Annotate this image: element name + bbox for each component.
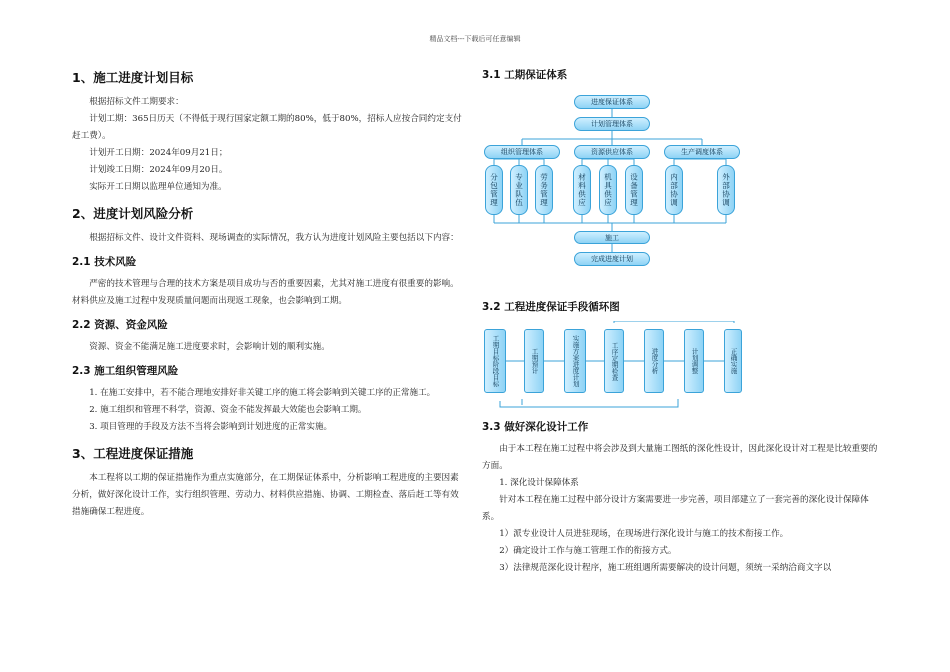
page-header: 精品文档---下载后可任意编辑 bbox=[429, 35, 521, 43]
list-item: 2）确定设计工作与施工管理工作的衔接方式。 bbox=[499, 546, 677, 556]
list-item: 3）法律规范深化设计程序，施工班组遇所需要解决的设计问题，须统一采纳洽商文字以 bbox=[499, 563, 832, 573]
cycle-node: 实施方案进度计划 bbox=[564, 329, 586, 393]
paragraph: 实际开工日期以监理单位通知为准。 bbox=[89, 182, 227, 192]
section-title: 1、施工进度计划目标 bbox=[72, 70, 194, 85]
flow-node-item: 外部协调 bbox=[717, 165, 735, 215]
subsection-title: 2.2 资源、资金风险 bbox=[72, 319, 168, 331]
flow-node-item: 机具供应 bbox=[599, 165, 617, 215]
paragraph: 本工程将以工期的保证措施作为重点实施部分，在工期保证体系中，分析影响工程进度的主要因素分析，做好深化设计工作，实行组织管理、劳动力、材料供应措施、协调、工期检查、落后赶工等有效措施确保工程进度。 bbox=[72, 473, 459, 517]
flow-node-resource-system: 资源供应体系 bbox=[574, 145, 650, 159]
paragraph: 严密的技术管理与合理的技术方案是项目成功与否的重要因素，尤其对施工进度有很重要的影响。材料供应及施工过程中发现质量问题而出现返工现象，也会影响到工期。 bbox=[72, 279, 459, 306]
flow-node-plan-system: 计划管理体系 bbox=[574, 117, 650, 131]
flow-node-item: 劳务管理 bbox=[535, 165, 553, 215]
paragraph: 针对本工程在施工过程中部分设计方案需要进一步完善，项目部建立了一套完善的深化设计保障体系。 bbox=[482, 495, 869, 522]
list-item: 3. 项目管理的手段及方法不当将会影响到计划进度的正常实施。 bbox=[89, 422, 333, 432]
flow-node-org-system: 组织管理体系 bbox=[484, 145, 560, 159]
subsection-title: 2.1 技术风险 bbox=[72, 256, 137, 268]
paragraph: 资源、资金不能满足施工进度要求时，会影响计划的顺利实施。 bbox=[89, 342, 330, 352]
progress-cycle-diagram bbox=[482, 321, 742, 409]
paragraph: 根据招标文件、设计文件资料、现场调查的实际情况，我方认为进度计划风险主要包括以下内容： bbox=[89, 233, 459, 243]
paragraph: 计划工期：365日历天（不得低于现行国家定额工期的80%，低于80%，招标人应按合同约定支付赶工费）。 bbox=[72, 114, 462, 141]
section-title: 2、进度计划风险分析 bbox=[72, 206, 194, 221]
paragraph: 计划开工日期：2024年09月21日； bbox=[89, 148, 228, 158]
subsection-title: 3.3 做好深化设计工作 bbox=[482, 421, 589, 433]
left-column bbox=[72, 60, 467, 521]
subsection-title: 2.3 施工组织管理风险 bbox=[72, 365, 179, 377]
flow-node-complete-plan: 完成进度计划 bbox=[574, 252, 650, 266]
list-item: 2. 施工组织和管理不科学，资源、资金不能发挥最大效能也会影响工期。 bbox=[89, 405, 367, 415]
list-item: 1）派专业设计人员进驻现场，在现场进行深化设计与施工的技术衔接工作。 bbox=[499, 529, 789, 539]
subsection-title: 3.1 工期保证体系 bbox=[482, 69, 568, 81]
right-column bbox=[482, 60, 880, 577]
flow-node-item: 分包管理 bbox=[485, 165, 503, 215]
cycle-node: 进度分析 bbox=[644, 329, 664, 393]
flow-node-item: 内部协调 bbox=[665, 165, 683, 215]
paragraph: 由于本工程在施工过程中将会涉及到大量施工图纸的深化性设计，因此深化设计对工程是比较重要的方面。 bbox=[482, 444, 878, 471]
flow-node-item: 设备管理 bbox=[625, 165, 643, 215]
cycle-node: 正确实施 bbox=[724, 329, 742, 393]
flow-node-dispatch-system: 生产调度体系 bbox=[664, 145, 740, 159]
cycle-node: 工期目标阶段目标 bbox=[484, 329, 506, 393]
section-title: 3、工程进度保证措施 bbox=[72, 446, 194, 461]
flow-node-progress-system: 进度保证体系 bbox=[574, 95, 650, 109]
flow-node-construction: 施工 bbox=[574, 231, 650, 244]
cycle-node: 工期预计 bbox=[524, 329, 544, 393]
cycle-node: 计划调整 bbox=[684, 329, 704, 393]
schedule-guarantee-flowchart bbox=[482, 89, 742, 289]
subsection-title: 3.2 工程进度保证手段循环图 bbox=[482, 301, 620, 313]
flow-node-item: 专业队伍 bbox=[510, 165, 528, 215]
list-item: 1. 深化设计保障体系 bbox=[499, 478, 579, 488]
paragraph: 计划竣工日期：2024年09月20日。 bbox=[89, 165, 228, 175]
list-item: 1. 在施工安排中，若不能合理地安排好非关键工序的施工将会影响到关键工序的正常施工。 bbox=[89, 388, 436, 398]
paragraph: 根据招标文件工期要求： bbox=[89, 97, 184, 107]
cycle-node: 工序定期检查 bbox=[604, 329, 624, 393]
flow-node-item: 材料供应 bbox=[573, 165, 591, 215]
